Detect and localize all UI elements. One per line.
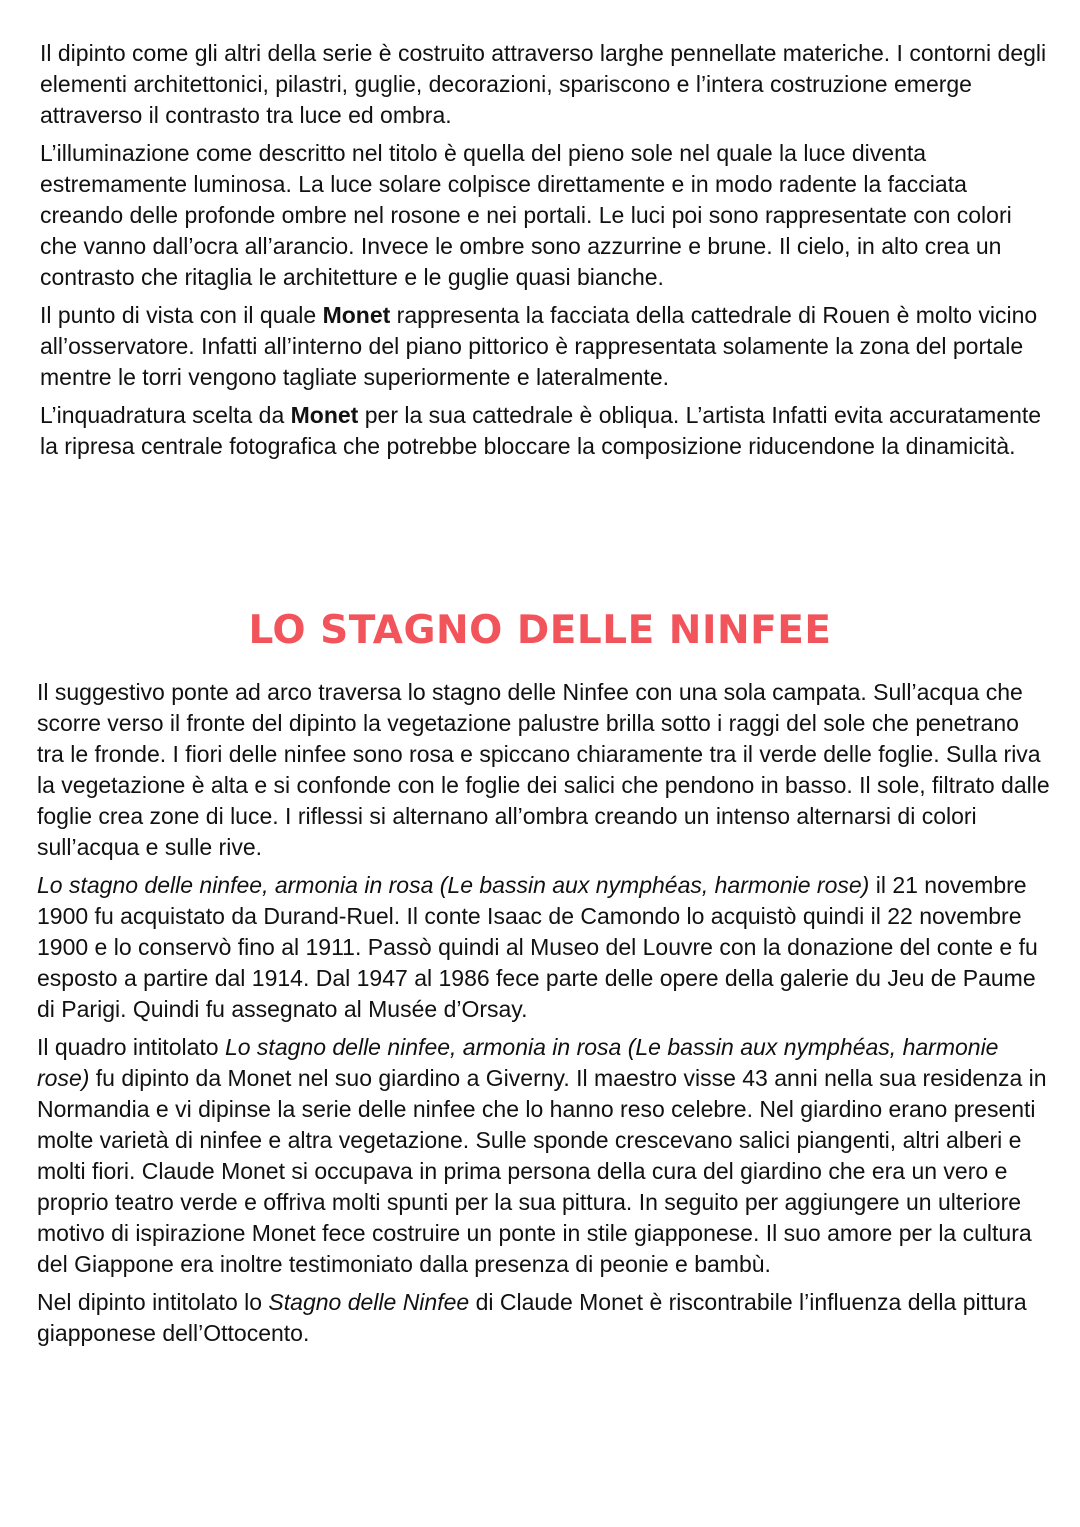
artwork-title: Lo stagno delle ninfee, armonia in rosa (Le bassin aux nymphéas, harmonie rose) (37, 1034, 999, 1091)
bold-name: Monet (290, 402, 359, 428)
cathedral-text-section (40, 38, 1050, 469)
paragraph-text: il 21 novembre 1900 fu acquistato da Durand-Ruel. Il conte Isaac de Camondo lo acquistò quindi il 22 novembre 1900 e lo conservò fino al 1911. Passò quindi al Museo del Louvre con la donazione del conte e fu esposto a partire dal 1914. Dal 1947 al 1986 fece parte delle opere della galerie du Jeu de Paume di Parigi. Quindi fu assegnato al Musée d’Orsay. (37, 872, 1038, 1022)
artwork-title: Lo stagno delle ninfee, armonia in rosa (Le bassin aux nymphéas, harmonie rose) (37, 872, 870, 898)
paragraph-point-of-view (40, 300, 1050, 393)
paragraph-provenance (37, 870, 1050, 1025)
artwork-title: Stagno delle Ninfee (268, 1289, 470, 1315)
paragraph-illumination: L’illuminazione come descritto nel titolo è quella del pieno sole nel quale la luce diventa estremamente luminosa. La luce solare colpisce direttamente e in modo radente la facciata creando delle profonde ombre nel rosone e nei portali. Le luci poi sono rappresentate con colori che vanno dall’ocra all’arancio. Invece le ombre sono azzurrine e brune. Il cielo, in alto crea un contrasto che ritaglia le architetture e le guglie quasi bianche. (40, 140, 1012, 290)
paragraph-brushwork: Il dipinto come gli altri della serie è costruito attraverso larghe pennellate materiche. I contorni degli elementi architettonici, pilastri, guglie, decorazioni, spariscono e l’intera costruzione emerge attraverso il contrasto tra luce ed ombra. (40, 40, 1047, 128)
paragraph-text: fu dipinto da Monet nel suo giardino a Giverny. Il maestro visse 43 anni nella sua residenza in Normandia e vi dipinse la serie delle ninfee che lo hanno reso celebre. Nel giardino erano presenti molte varietà di ninfee e altra vegetazione. Sulle sponde crescevano salici piangenti, altri alberi e molti fiori. Claude Monet si occupava in prima persona della cura del giardino che era un vero e proprio teatro verde e offriva molti spunti per la sua pittura. In seguito per aggiungere un ulteriore motivo di ispirazione Monet fece costruire un ponte in stile giapponese. Il suo amore per la cultura del Giappone era inoltre testimoniato dalla presenza di peonie e bambù. (37, 1065, 1047, 1277)
paragraph-bridge-description: Il suggestivo ponte ad arco traversa lo stagno delle Ninfee con una sola campata. Sull’acqua che scorre verso il fronte del dipinto la vegetazione palustre brilla sotto i raggi del sole che penetrano tra le fronde. I fiori delle ninfee sono rosa e spiccano chiaramente tra il verde delle foglie. Sulla riva la vegetazione è alta e si confonde con le foglie dei salici che pendono in basso. Il sole, filtrato dalle foglie crea zone di luce. I riflessi si alternano all’ombra creando un intenso alternarsi di colori sull’acqua e sulle rive. (37, 679, 1050, 860)
paragraph-text: di Claude Monet è riscontrabile l’influenza della pittura giapponese dell’Ottocento. (37, 1289, 1027, 1346)
water-lilies-text-section (37, 677, 1050, 1356)
paragraph-text: L’inquadratura scelta da (40, 402, 291, 428)
paragraph-giverny-garden (37, 1032, 1050, 1280)
paragraph-text: Nel dipinto intitolato lo (37, 1289, 269, 1315)
paragraph-text: per la sua cattedrale è obliqua. L’artista Infatti evita accuratamente la ripresa centrale fotografica che potrebbe bloccare la composizione riducendone la dinamicità. (40, 402, 1042, 459)
paragraph-text: Il punto di vista con il quale (40, 302, 323, 328)
paragraph-text: Il quadro intitolato (37, 1034, 225, 1060)
paragraph-japanese-influence (37, 1287, 1050, 1349)
paragraph-framing (40, 400, 1050, 462)
bold-name: Monet (322, 302, 391, 328)
section-heading: LO STAGNO DELLE NINFEE (248, 608, 832, 653)
paragraph-text: rappresenta la facciata della cattedrale di Rouen è molto vicino all’osservatore. Infatti all’interno del piano pittorico è rappresentata solamente la zona del portale mentre le torri vengono tagliate superiormente e lateralmente. (40, 302, 1038, 390)
